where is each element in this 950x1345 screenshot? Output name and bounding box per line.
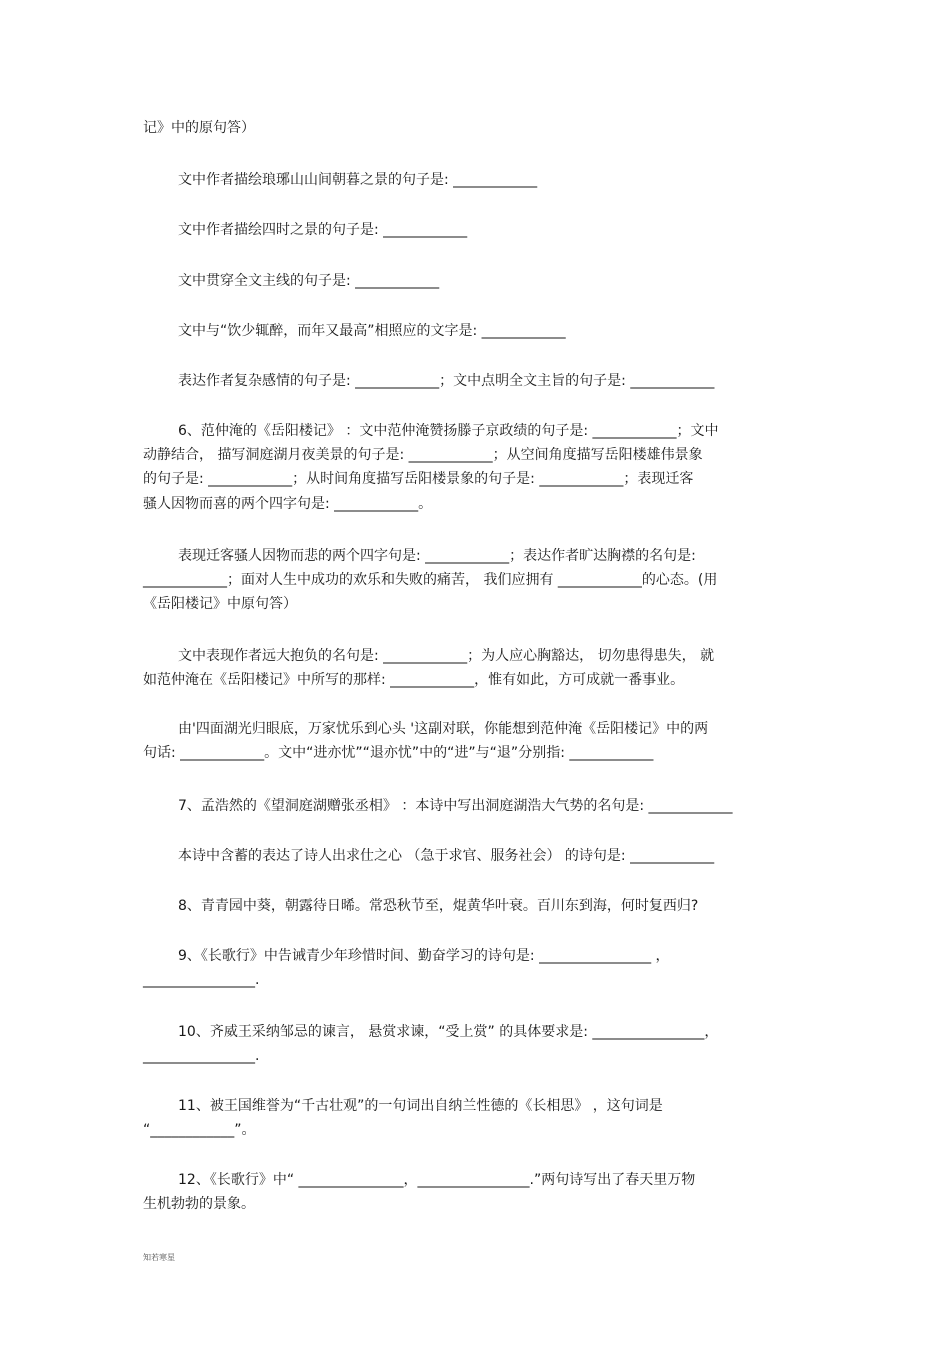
text-line: ____________；面对人生中成功的欢乐和失败的痛苦， 我们应拥有 ____________的心态。(用	[143, 572, 718, 588]
text-line: 文中与“饮少辄醉，而年又最高”相照应的文字是: ____________	[178, 323, 566, 339]
text-line: 文中作者描绘琅琊山山间朝暮之景的句子是: ____________	[178, 172, 538, 188]
text-line: 表达作者复杂感情的句子是: ____________；文中点明全文主旨的句子是: ____________	[178, 373, 715, 389]
text-line: 文中贯穿全文主线的句子是: ____________	[178, 273, 440, 289]
text-line: ________________.	[143, 1048, 260, 1064]
text-line: ________________.	[143, 972, 260, 988]
text-line: 如范仲淹在《岳阳楼记》中所写的那样: ____________，惟有如此，方可成就一番事业。	[143, 672, 685, 688]
text-line: 12、《长歌行》中“ _______________，________________.”两句诗写出了春天里万物	[178, 1172, 696, 1188]
text-line: 句话: ____________。文中“进亦忧”“退亦忧”中的“进”与“退”分别指: ____________	[143, 745, 654, 761]
text-line: 9、《长歌行》中告诫青少年珍惜时间、勤奋学习的诗句是: ________________ ，	[178, 948, 670, 964]
text-line: 11、被王国维誉为“千古壮观”的一句词出自纳兰性德的《长相思》 ，这句词是	[178, 1098, 663, 1114]
text-line: 表现迁客骚人因物而悲的两个四字句是: ____________；表达作者旷达胸襟的名句是:	[178, 548, 696, 564]
text-line: 文中表现作者远大抱负的名句是: ____________；为人应心胸豁达， 切勿患得患失， 就	[178, 648, 715, 664]
text-line: 生机勃勃的景象。	[143, 1196, 255, 1212]
text-line: 7、孟浩然的《望洞庭湖赠张丞相》 ：本诗中写出洞庭湖浩大气势的名句是: ____________	[178, 798, 733, 814]
text-line: 《岳阳楼记》中原句答）	[143, 596, 297, 612]
text-line: 由'四面湖光归眼底，万家忧乐到心头 '这副对联，你能想到范仲淹《岳阳楼记》中的两	[178, 721, 709, 737]
text-line: 10、齐威王采纳邹忌的谏言， 悬赏求谏，“受上赏” 的具体要求是: ________________，	[178, 1024, 719, 1040]
text-line: 本诗中含蓄的表达了诗人出求仕之心 （急于求官、服务社会） 的诗句是: ____________	[178, 848, 715, 864]
text-line: 的句子是: ____________；从时间角度描写岳阳楼景象的句子是: ____________；表现迁客	[143, 471, 694, 487]
text-line: 6、范仲淹的《岳阳楼记》 ：文中范仲淹赞扬滕子京政绩的句子是: ____________；文中	[178, 423, 719, 439]
footer-note: 知若寒星	[143, 1253, 175, 1262]
text-line: 骚人因物而喜的两个四字句是: ____________。	[143, 496, 433, 512]
text-line: 文中作者描绘四时之景的句子是: ____________	[178, 222, 468, 238]
text-line: 8、青青园中葵，朝露待日晞。常恐秋节至，焜黄华叶衰。百川东到海，何时复西归?	[178, 898, 699, 914]
text-line: “____________”。	[143, 1122, 256, 1138]
text-line: 动静结合， 描写洞庭湖月夜美景的句子是: ____________；从空间角度描写岳阳楼雄伟景象	[143, 447, 703, 463]
text-line: 记》中的原句答）	[143, 120, 255, 136]
